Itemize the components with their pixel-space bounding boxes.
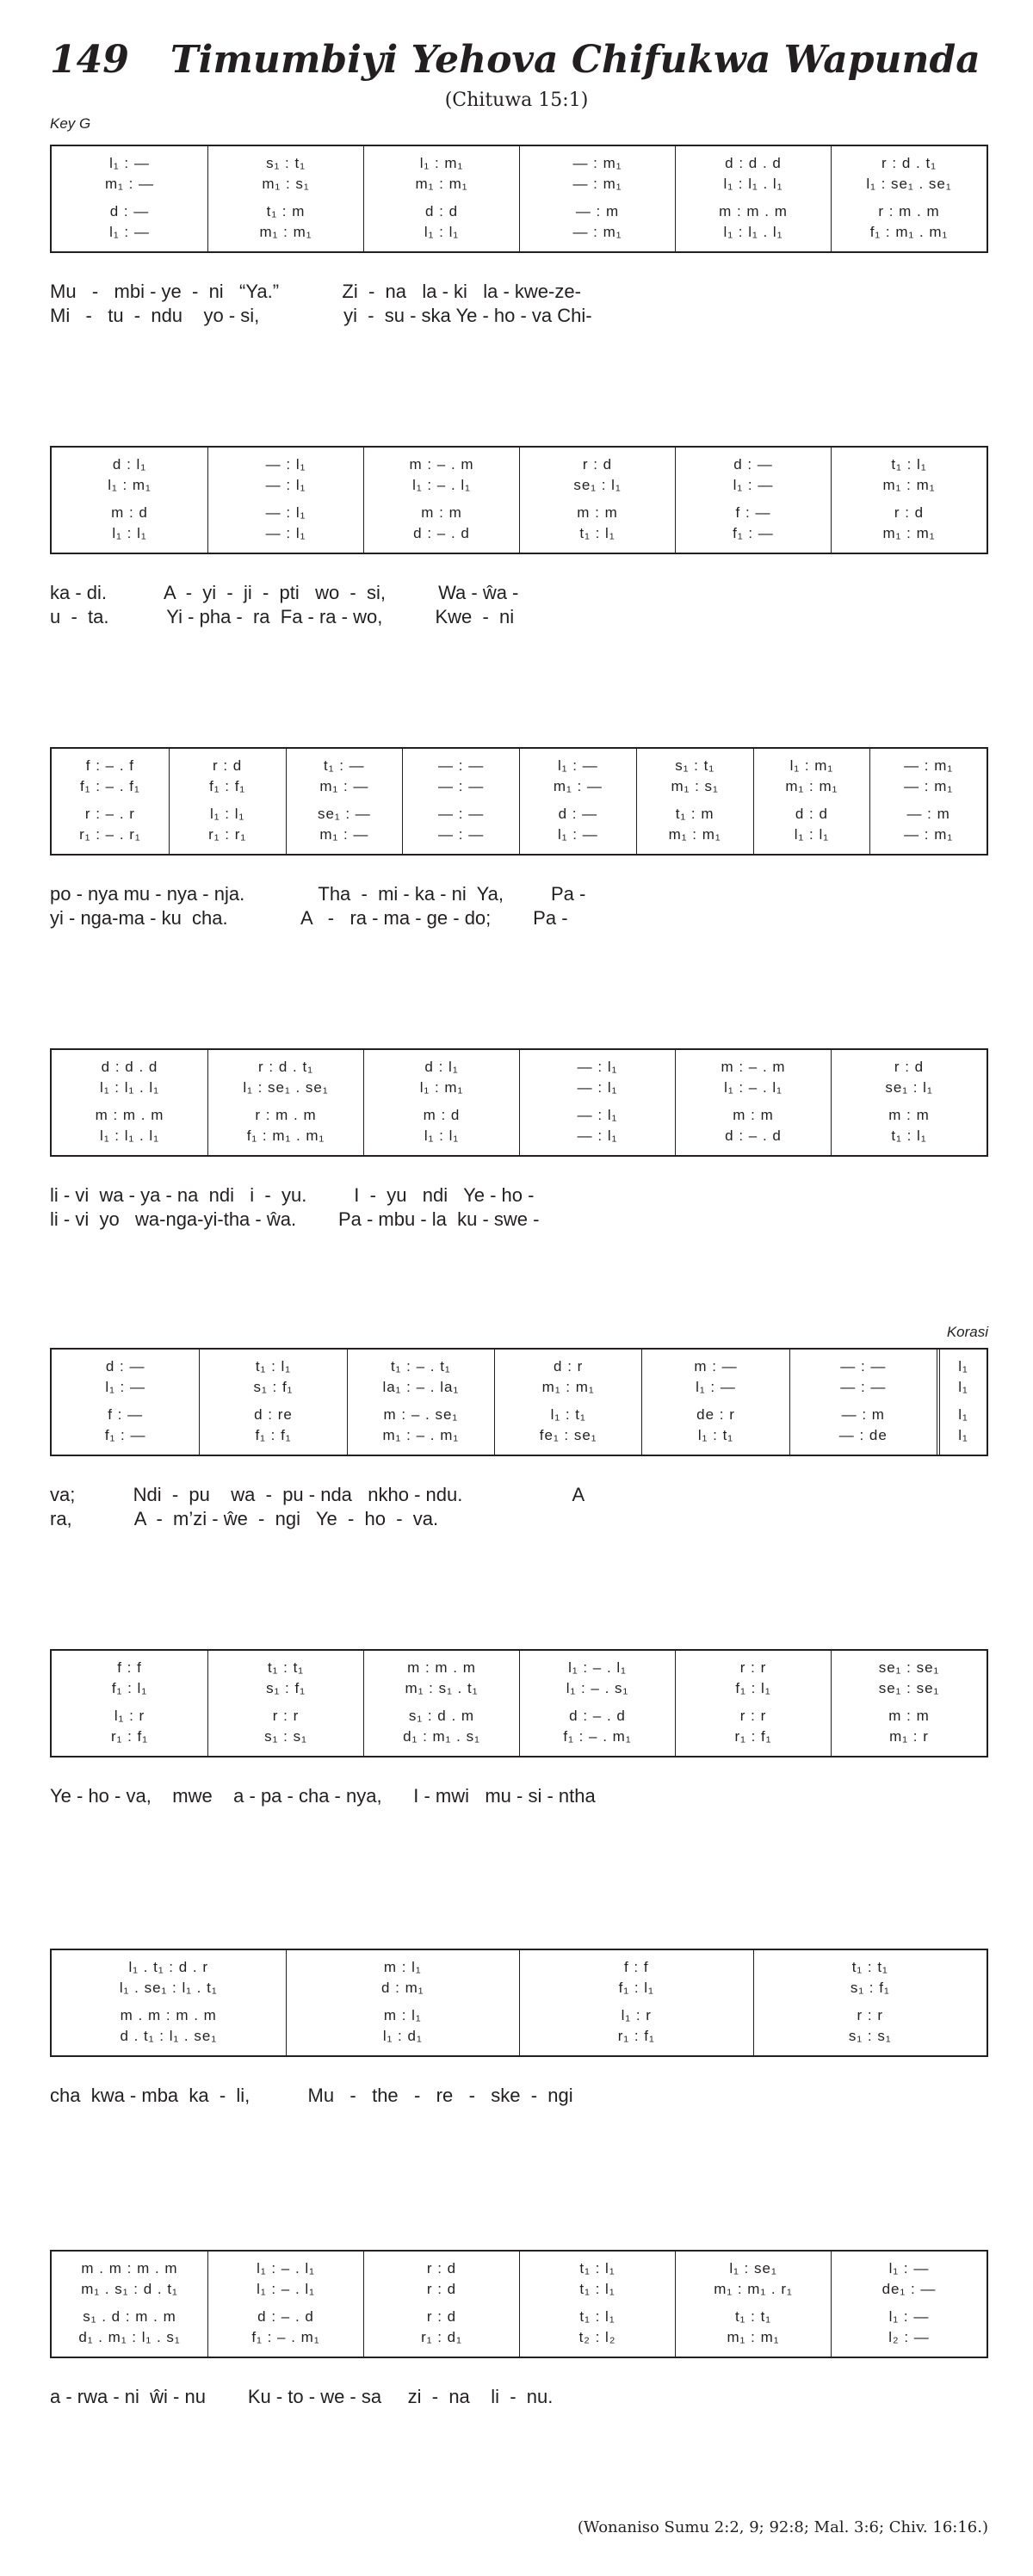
solfa-notes: m . m : m . m [81, 2260, 178, 2276]
solfa-notes: — : l₁ [265, 456, 306, 473]
lyric-line: Ye - ho - va, mwe a - pa - cha - nya, I - mwi mu - si - ntha [50, 1785, 596, 1807]
song-number: 149 [50, 38, 129, 82]
lyric-line: li - vi wa - ya - na ndi i - yu. I - yu ndi Ye - ho - [50, 1184, 535, 1206]
solfa-notes: r₁ : f₁ [110, 1728, 149, 1745]
measure-cell [363, 1050, 519, 1155]
measure-cell [207, 1651, 363, 1756]
solfa-notes: de : r [696, 1406, 735, 1423]
solfa-notes: f₁ : f₁ [255, 1427, 292, 1443]
solfa-notes: l₁ : — [696, 1379, 736, 1395]
measure-cell [52, 1651, 207, 1756]
solfa-notes: r : d [426, 2281, 457, 2297]
solfa-staff [50, 747, 988, 856]
solfa-notes: — : — [438, 757, 485, 774]
solfa-notes: — : m₁ [904, 826, 954, 843]
solfa-notes: m : m . m [95, 1107, 164, 1123]
solfa-notes: m : – . m [721, 1059, 786, 1075]
solfa-notes: s₁ : f₁ [850, 1980, 890, 1996]
measure-cell [831, 1651, 987, 1756]
solfa-notes: la₁ : – . la₁ [382, 1379, 460, 1395]
measure-cell [169, 749, 286, 854]
solfa-notes: r : d [426, 2260, 457, 2276]
solfa-notes: — : — [438, 826, 485, 843]
solfa-notes: m₁ : m₁ [541, 1379, 595, 1395]
solfa-notes: r : d . t₁ [881, 155, 937, 171]
solfa-notes: l₁ : m₁ [419, 155, 464, 171]
solfa-notes: — : l₁ [577, 1107, 618, 1123]
solfa-notes: t₁ : l₁ [579, 525, 615, 541]
solfa-staff [50, 1348, 988, 1456]
solfa-notes: l₁ : — [558, 757, 598, 774]
solfa-notes: m₁ : m₁ [415, 176, 468, 192]
measure-cell [519, 749, 636, 854]
solfa-notes: — : — [840, 1379, 887, 1395]
solfa-notes: se₁ : se₁ [878, 1659, 940, 1676]
solfa-notes: fe₁ : se₁ [539, 1427, 597, 1443]
measure-cell [831, 448, 987, 553]
lyric-line: li - vi yo wa-nga-yi-tha - ŵa. Pa - mbu - la ku - swe - [50, 1208, 540, 1230]
solfa-notes: l₁ . se₁ : l₁ . t₁ [119, 1980, 218, 1996]
solfa-notes: l₁ : – . l₁ [257, 2281, 315, 2297]
solfa-notes: m₁ : m₁ [882, 477, 936, 493]
solfa-notes: r : d . t₁ [258, 1059, 313, 1075]
solfa-notes: m : m [888, 1708, 930, 1724]
measure-cell [675, 146, 831, 251]
solfa-notes: r : m . m [878, 203, 940, 219]
measure-cell [207, 1050, 363, 1155]
solfa-notes: d : d . d [101, 1059, 158, 1075]
solfa-notes: t₂ : l₂ [578, 2329, 616, 2345]
solfa-notes: l₁ : l₁ [112, 525, 147, 541]
solfa-notes: — : — [438, 806, 485, 822]
measure-cell [52, 1350, 199, 1455]
solfa-notes: t₁ : – . t₁ [390, 1358, 451, 1374]
solfa-notes: l₁ : l₁ . l₁ [100, 1127, 159, 1144]
solfa-notes: s₁ : t₁ [266, 155, 306, 171]
solfa-notes: l₁ : — [109, 224, 150, 240]
solfa-notes: m₁ : — [553, 778, 603, 794]
solfa-notes: m : m [577, 504, 618, 521]
solfa-notes: d : – . d [725, 1127, 782, 1144]
solfa-notes: m₁ : — [104, 176, 155, 192]
solfa-notes: l₁ : t₁ [697, 1427, 734, 1443]
solfa-notes: s₁ : s₁ [264, 1728, 307, 1745]
solfa-notes: — : m [841, 1406, 885, 1423]
measure-cell [52, 1050, 207, 1155]
solfa-notes: l₁ : l₁ . l₁ [100, 1079, 159, 1096]
solfa-notes: t₁ : l₁ [579, 2281, 615, 2297]
solfa-notes: — : m₁ [572, 176, 622, 192]
solfa-notes: — : m [906, 806, 950, 822]
solfa-notes: r : r [739, 1708, 767, 1724]
solfa-notes: l₁ : m₁ [789, 757, 834, 774]
measure-cell [52, 749, 169, 854]
solfa-notes: m₁ : r [889, 1728, 929, 1745]
solfa-staff [50, 145, 988, 253]
solfa-notes: — : l₁ [577, 1059, 618, 1075]
lyric-line: u - ta. Yi - pha - ra Fa - ra - wo, Kwe - ni [50, 606, 515, 627]
solfa-notes: m : m . m [407, 1659, 476, 1676]
solfa-notes: l₁ : l₁ [424, 1127, 460, 1144]
measure-cell [207, 2252, 363, 2357]
measure-cell [789, 1350, 937, 1455]
solfa-notes: f₁ : l₁ [111, 1680, 148, 1696]
solfa-notes: f : — [735, 504, 771, 521]
measure-cell [402, 749, 519, 854]
measure-cell [869, 749, 987, 854]
solfa-notes: t₁ : l₁ [579, 2260, 615, 2276]
solfa-notes: t₁ : t₁ [734, 2308, 772, 2325]
measure-cell [937, 1350, 987, 1455]
solfa-notes: r : d [426, 2308, 457, 2325]
solfa-notes: — : l₁ [265, 504, 306, 521]
solfa-notes: d : — [733, 456, 773, 473]
solfa-notes: l₁ : – . l₁ [412, 477, 471, 493]
measure-cell [519, 1050, 675, 1155]
solfa-notes: m : m [733, 1107, 774, 1123]
solfa-notes: m : — [694, 1358, 738, 1374]
solfa-notes: se₁ : l₁ [573, 477, 622, 493]
solfa-notes: r₁ : f₁ [617, 2028, 655, 2044]
solfa-staff [50, 1949, 988, 2057]
solfa-notes: l₁ : r [114, 1708, 145, 1724]
solfa-notes: m₁ : m₁ [882, 525, 936, 541]
solfa-notes: l₁ : l₁ [424, 224, 460, 240]
measure-cell [363, 1651, 519, 1756]
measure-cell [52, 2252, 207, 2357]
lyric-line: Mu - mbi - ye - ni “Ya.” Zi - na la - ki la - kwe-ze- [50, 281, 581, 302]
solfa-notes: f₁ : f₁ [209, 778, 246, 794]
measure-cell [675, 2252, 831, 2357]
solfa-notes: m₁ : — [319, 826, 369, 843]
measure-cell [494, 1350, 641, 1455]
measure-cell [753, 749, 870, 854]
solfa-notes: m : m [421, 504, 462, 521]
solfa-notes: de₁ : — [881, 2281, 937, 2297]
solfa-notes: m : – . m [409, 456, 474, 473]
solfa-notes: m₁ : m₁ [727, 2329, 780, 2345]
measure-cell [199, 1350, 346, 1455]
solfa-notes: d₁ : m₁ . s₁ [403, 1728, 480, 1745]
measure-cell [636, 749, 753, 854]
solfa-notes: m₁ : m₁ [668, 826, 721, 843]
solfa-notes: f₁ : l₁ [618, 1980, 654, 1996]
lyric-line: a - rwa - ni ŵi - nu Ku - to - we - sa zi - na li - nu. [50, 2386, 554, 2407]
solfa-notes: l₁ [958, 1406, 968, 1423]
solfa-notes: l₁ [958, 1358, 968, 1374]
solfa-notes: l₁ : — [105, 1379, 145, 1395]
solfa-notes: m : d [423, 1107, 461, 1123]
solfa-notes: — : l₁ [577, 1079, 618, 1096]
solfa-notes: m₁ : s₁ [671, 778, 719, 794]
solfa-notes: l₁ : l₁ [210, 806, 245, 822]
measure-cell [347, 1350, 494, 1455]
solfa-notes: f : f [623, 1959, 649, 1975]
measure-cell [831, 1050, 987, 1155]
solfa-notes: l₁ : m₁ [419, 1079, 464, 1096]
solfa-notes: s₁ : f₁ [253, 1379, 294, 1395]
solfa-notes: m : l₁ [383, 2007, 422, 2023]
measure-cell [286, 749, 403, 854]
solfa-notes: f : – . f [85, 757, 134, 774]
solfa-notes: s₁ . d : m . m [83, 2308, 176, 2325]
solfa-notes: — : — [438, 778, 485, 794]
measure-cell [363, 2252, 519, 2357]
solfa-notes: f₁ : l₁ [735, 1680, 771, 1696]
solfa-notes: m₁ : m₁ . r₁ [714, 2281, 793, 2297]
measure-cell [207, 448, 363, 553]
measure-cell [519, 2252, 675, 2357]
chorus-label: Korasi [946, 1324, 988, 1340]
solfa-notes: f₁ : – . f₁ [80, 778, 140, 794]
solfa-notes: d : – . d [413, 525, 470, 541]
solfa-notes: s₁ : t₁ [675, 757, 715, 774]
solfa-notes: t₁ : l₁ [579, 2308, 615, 2325]
solfa-notes: d₁ . m₁ : l₁ . s₁ [78, 2329, 181, 2345]
solfa-notes: r : r [857, 2007, 883, 2023]
solfa-notes: l₁ : se₁ . se₁ [243, 1079, 329, 1096]
solfa-notes: l₁ : l₁ . l₁ [723, 224, 783, 240]
solfa-notes: r : r [272, 1708, 300, 1724]
measure-cell [675, 448, 831, 553]
solfa-notes: — : l₁ [265, 525, 306, 541]
song-name: Timumbiyi Yehova Chifukwa Wapunda [170, 38, 980, 82]
solfa-notes: d : — [109, 203, 150, 219]
lyric-line: yi - nga-ma - ku cha. A - ra - ma - ge - do; Pa - [50, 907, 568, 929]
solfa-notes: m₁ : – . m₁ [382, 1427, 460, 1443]
solfa-notes: l₁ [958, 1379, 968, 1395]
solfa-notes: m₁ : m₁ [259, 224, 312, 240]
solfa-notes: r : – . r [84, 806, 135, 822]
solfa-notes: l₁ : se₁ [729, 2260, 777, 2276]
solfa-notes: — : m₁ [572, 224, 622, 240]
scripture-subtitle: (Chituwa 15:1) [444, 90, 589, 111]
solfa-notes: t₁ : t₁ [851, 1959, 888, 1975]
solfa-notes: l₁ : — [888, 2260, 930, 2276]
solfa-staff [50, 1649, 988, 1757]
solfa-notes: l₁ : – . l₁ [724, 1079, 782, 1096]
measure-cell [675, 1651, 831, 1756]
measure-cell [519, 1651, 675, 1756]
measure-cell [207, 146, 363, 251]
solfa-notes: — : l₁ [577, 1127, 618, 1144]
solfa-notes: m₁ : — [319, 778, 369, 794]
solfa-notes: r : d [212, 757, 243, 774]
solfa-notes: f₁ : – . m₁ [251, 2329, 320, 2345]
solfa-notes: se₁ : — [317, 806, 371, 822]
solfa-notes: d : l₁ [424, 1059, 459, 1075]
solfa-notes: f : f [117, 1659, 142, 1676]
solfa-notes: — : m₁ [904, 778, 954, 794]
key-signature: Key G [50, 115, 91, 132]
solfa-notes: d : d [795, 806, 828, 822]
solfa-notes: s₁ : f₁ [266, 1680, 306, 1696]
solfa-notes: f₁ : m₁ . m₁ [869, 224, 949, 240]
solfa-notes: m₁ : s₁ [262, 176, 310, 192]
solfa-notes: d . t₁ : l₁ . se₁ [120, 2028, 218, 2044]
solfa-notes: f₁ : – . m₁ [563, 1728, 632, 1745]
solfa-notes: l₁ : r [621, 2007, 652, 2023]
measure-cell [519, 448, 675, 553]
solfa-notes: d : — [558, 806, 598, 822]
solfa-notes: t₁ : l₁ [891, 456, 927, 473]
solfa-notes: m : – . se₁ [383, 1406, 459, 1423]
solfa-notes: l₁ : l₁ [794, 826, 829, 843]
solfa-notes: m₁ : s₁ . t₁ [405, 1680, 479, 1696]
solfa-notes: l₁ : — [733, 477, 774, 493]
measure-cell [363, 146, 519, 251]
solfa-notes: s₁ : s₁ [848, 2028, 892, 2044]
measure-cell [753, 1950, 987, 2055]
measure-cell [52, 448, 207, 553]
measure-cell [831, 146, 987, 251]
solfa-notes: f₁ : — [104, 1427, 146, 1443]
solfa-notes: m₁ . s₁ : d . t₁ [81, 2281, 178, 2297]
solfa-notes: — : de [838, 1427, 888, 1443]
solfa-notes: r₁ : f₁ [734, 1728, 772, 1745]
solfa-notes: m . m : m . m [120, 2007, 217, 2023]
measure-cell [519, 146, 675, 251]
lyric-line: va; Ndi - pu wa - pu - nda nkho - ndu. A [50, 1484, 585, 1505]
measure-cell [363, 448, 519, 553]
solfa-notes: d : m₁ [380, 1980, 424, 1996]
solfa-notes: m₁ : m₁ [785, 778, 838, 794]
solfa-notes: m : d [111, 504, 148, 521]
solfa-notes: d : r [554, 1358, 584, 1374]
lyric-line: cha kwa - mba ka - li, Mu - the - re - ske - ngi [50, 2085, 573, 2106]
solfa-notes: d : d [424, 203, 459, 219]
solfa-notes: l₁ : – . l₁ [257, 2260, 315, 2276]
lyric-line: po - nya mu - nya - nja. Tha - mi - ka - ni Ya, Pa - [50, 883, 586, 905]
solfa-notes: l₁ [958, 1427, 968, 1443]
solfa-notes: l₁ : d₁ [382, 2028, 423, 2044]
solfa-notes: r : d [894, 504, 925, 521]
solfa-staff [50, 2250, 988, 2358]
measure-cell [675, 1050, 831, 1155]
solfa-notes: f₁ : — [733, 525, 774, 541]
solfa-notes: d : – . d [257, 2308, 314, 2325]
solfa-notes: r₁ : r₁ [208, 826, 247, 843]
solfa-notes: se₁ : l₁ [885, 1079, 933, 1096]
solfa-notes: l₁ : — [109, 155, 150, 171]
solfa-notes: d : l₁ [112, 456, 147, 473]
solfa-notes: f₁ : m₁ . m₁ [246, 1127, 325, 1144]
solfa-notes: r₁ : d₁ [421, 2329, 462, 2345]
solfa-notes: — : l₁ [265, 477, 306, 493]
solfa-notes: — : m₁ [572, 155, 622, 171]
solfa-notes: l₁ : l₁ . l₁ [723, 176, 783, 192]
solfa-notes: d : – . d [569, 1708, 626, 1724]
solfa-notes: — : — [840, 1358, 887, 1374]
solfa-notes: r : r [739, 1659, 767, 1676]
solfa-notes: l₁ : t₁ [550, 1406, 586, 1423]
measure-cell [641, 1350, 789, 1455]
solfa-notes: l₂ : — [888, 2329, 930, 2345]
solfa-notes: t₁ : l₁ [255, 1358, 292, 1374]
solfa-notes: r : m . m [255, 1107, 317, 1123]
measure-cell [831, 2252, 987, 2357]
solfa-notes: l₁ : se₁ . se₁ [866, 176, 952, 192]
solfa-notes: l₁ : – . s₁ [566, 1680, 629, 1696]
solfa-notes: t₁ : — [324, 757, 365, 774]
solfa-notes: t₁ : m [266, 203, 306, 219]
solfa-staff [50, 446, 988, 554]
measure-cell [286, 1950, 520, 2055]
solfa-notes: t₁ : l₁ [891, 1127, 927, 1144]
solfa-notes: d : d . d [725, 155, 782, 171]
solfa-notes: t₁ : m [675, 806, 714, 822]
solfa-staff [50, 1048, 988, 1157]
lyric-line: Mi - tu - ndu yo - si, yi - su - ska Ye - ho - va Chi- [50, 305, 592, 326]
measure-cell [519, 1950, 753, 2055]
solfa-notes: l₁ : — [558, 826, 598, 843]
solfa-notes: l₁ . t₁ : d . r [128, 1959, 209, 1975]
solfa-notes: t₁ : t₁ [267, 1659, 305, 1676]
reference-note: (Wonaniso Sumu 2:2, 9; 92:8; Mal. 3:6; Chiv. 16:16.) [577, 2518, 988, 2536]
measure-cell [52, 1950, 286, 2055]
lyric-line: ra, A - m’zi - ŵe - ngi Ye - ho - va. [50, 1508, 439, 1529]
lyric-line: ka - di. A - yi - ji - pti wo - si, Wa - ŵa - [50, 582, 519, 603]
solfa-notes: m : m [888, 1107, 930, 1123]
solfa-notes: — : m [575, 203, 620, 219]
solfa-notes: r : d [582, 456, 613, 473]
measure-cell [52, 146, 207, 251]
solfa-notes: m : l₁ [383, 1959, 422, 1975]
solfa-notes: l₁ : – . l₁ [568, 1659, 627, 1676]
solfa-notes: se₁ : se₁ [878, 1680, 940, 1696]
solfa-notes: m : m . m [719, 203, 788, 219]
solfa-notes: l₁ : m₁ [108, 477, 152, 493]
solfa-notes: d : — [105, 1358, 145, 1374]
solfa-notes: d : re [254, 1406, 293, 1423]
song-title [50, 38, 980, 82]
solfa-notes: f : — [108, 1406, 144, 1423]
solfa-notes: r₁ : – . r₁ [79, 826, 141, 843]
solfa-notes: l₁ : — [888, 2308, 930, 2325]
solfa-notes: r : d [894, 1059, 925, 1075]
solfa-notes: s₁ : d . m [408, 1708, 475, 1724]
solfa-notes: — : m₁ [904, 757, 954, 774]
